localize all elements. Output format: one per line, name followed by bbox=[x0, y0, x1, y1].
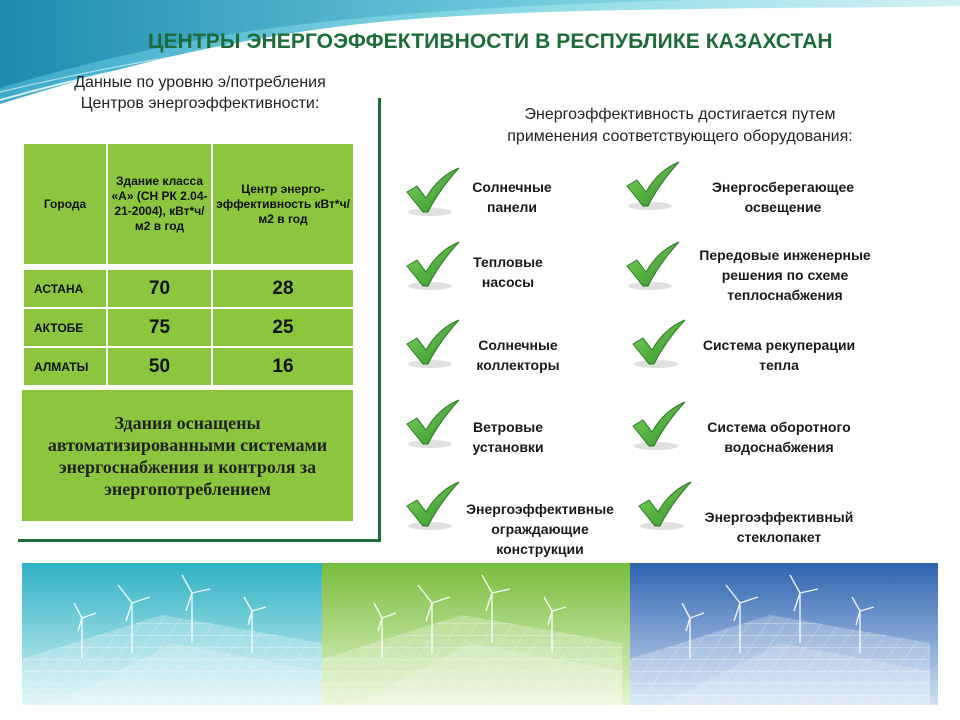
feature-label-line: конструкции bbox=[496, 541, 584, 557]
feature-label-line: панели bbox=[487, 199, 537, 215]
table-header-cell: Здание класса «А» (СН РК 2.04-21-2004), кВт*ч/м2 в год bbox=[107, 143, 212, 265]
feature-label-line: Ветровые bbox=[472, 419, 544, 435]
table-cell-center: 28 bbox=[212, 269, 354, 308]
feature-label bbox=[438, 417, 578, 457]
feature-label-line: Система рекуперации bbox=[702, 337, 856, 353]
feature-label-line: тепла bbox=[759, 357, 799, 373]
equipment-heading-line2: применения соответствующего оборудования: bbox=[507, 128, 853, 145]
consumption-heading-line1: Данные по уровню э/потребления bbox=[74, 74, 326, 91]
vertical-divider bbox=[378, 98, 381, 542]
table-cell-center: 16 bbox=[212, 347, 354, 386]
feature-label bbox=[682, 245, 888, 305]
table-header-cell: Центр энерго-эффективность кВт*ч/м2 в год bbox=[212, 143, 354, 265]
feature-label bbox=[448, 335, 588, 375]
table-header-row bbox=[23, 143, 354, 265]
table-row bbox=[23, 347, 354, 386]
table-cell-center: 25 bbox=[212, 308, 354, 347]
feature-label-line: Энергоэффективные bbox=[466, 501, 614, 517]
table-header-cell: Города bbox=[23, 143, 107, 265]
check-mark-icon bbox=[624, 240, 682, 292]
table-row bbox=[23, 308, 354, 347]
feature-label-line: Энергосберегающее bbox=[711, 179, 855, 195]
table-cell-city: АЛМАТЫ bbox=[23, 347, 107, 386]
table-cell-class-a: 75 bbox=[107, 308, 212, 347]
horizontal-divider bbox=[18, 539, 381, 542]
feature-label-line: стеклопакет bbox=[736, 529, 822, 545]
feature-label bbox=[684, 507, 874, 547]
feature-label-line: Система оборотного bbox=[707, 419, 851, 435]
feature-label-line: Солнечные bbox=[472, 179, 552, 195]
consumption-heading bbox=[40, 72, 360, 114]
feature-label-line: Энергоэффективный bbox=[704, 509, 854, 525]
consumption-heading-line2: Центров энергоэффективности: bbox=[80, 95, 320, 112]
solar-panels-wind-turbines-image bbox=[22, 563, 938, 705]
feature-label bbox=[684, 417, 874, 457]
feature-label-line: Солнечные bbox=[478, 337, 558, 353]
feature-label bbox=[442, 177, 582, 217]
feature-label bbox=[450, 499, 630, 559]
feature-label bbox=[684, 335, 874, 375]
feature-label-line: освещение bbox=[744, 199, 822, 215]
table-cell-class-a: 70 bbox=[107, 269, 212, 308]
equipment-heading-line1: Энергоэффективность достигается путем bbox=[524, 106, 836, 123]
feature-label-line: ограждающие bbox=[491, 521, 589, 537]
consumption-table bbox=[22, 142, 355, 387]
feature-label-line: установки bbox=[472, 439, 544, 455]
automation-note: Здания оснащены автоматизированными системами энергоснабжения и контроля за энергопотреблением bbox=[22, 390, 353, 521]
check-mark-icon bbox=[630, 400, 688, 452]
table-cell-city: АСТАНА bbox=[23, 269, 107, 308]
page-title: ЦЕНТРЫ ЭНЕРГОЭФФЕКТИВНОСТИ В РЕСПУБЛИКЕ КАЗАХСТАН bbox=[148, 30, 833, 53]
check-mark-icon bbox=[630, 318, 688, 370]
feature-label-line: насосы bbox=[481, 274, 535, 290]
table-cell-class-a: 50 bbox=[107, 347, 212, 386]
feature-label-line: коллекторы bbox=[476, 357, 560, 373]
feature-label-line: Тепловые bbox=[473, 254, 543, 270]
equipment-heading bbox=[440, 104, 960, 148]
feature-label bbox=[688, 177, 878, 217]
feature-label-line: решения по схеме bbox=[721, 267, 849, 283]
feature-label bbox=[438, 252, 578, 292]
feature-label-line: теплоснабжения bbox=[727, 287, 843, 303]
table-row bbox=[23, 269, 354, 308]
feature-label-line: Передовые инженерные bbox=[699, 247, 871, 263]
feature-label-line: водоснабжения bbox=[724, 439, 834, 455]
check-mark-icon bbox=[624, 160, 682, 212]
table-cell-city: АКТОБЕ bbox=[23, 308, 107, 347]
banner-illustration bbox=[22, 563, 938, 705]
